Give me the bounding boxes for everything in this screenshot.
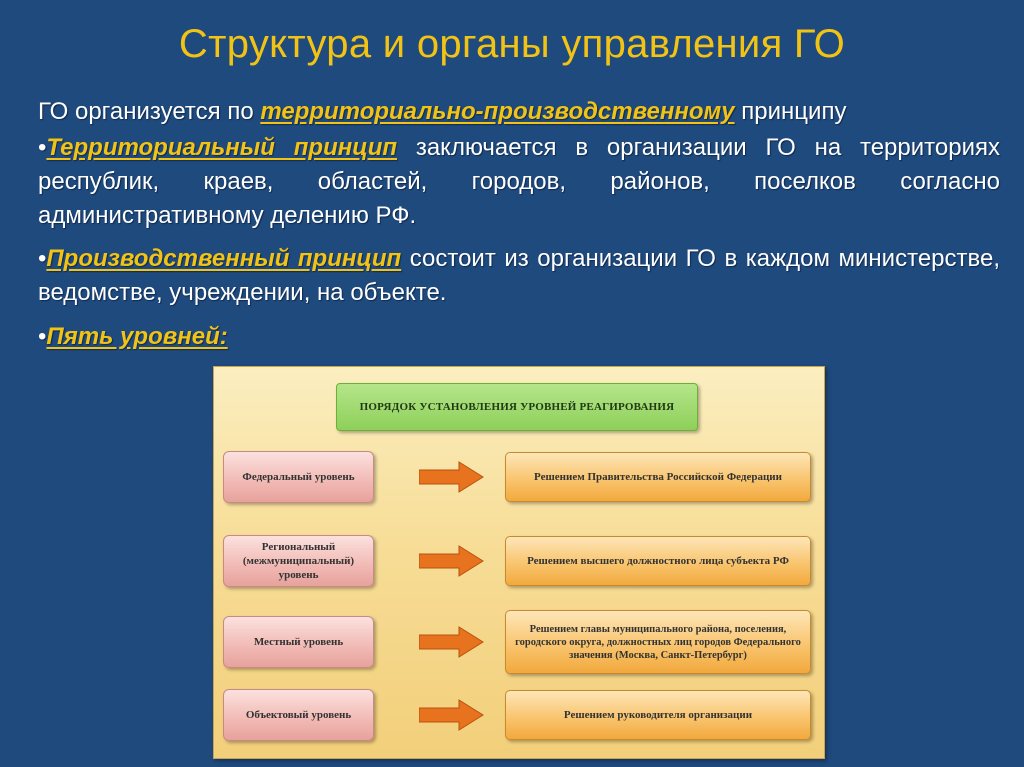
response-levels-diagram (213, 366, 825, 759)
bullet-term: Производственный принцип (46, 245, 402, 272)
arrow-right-icon (419, 625, 484, 659)
arrow-right-icon (419, 460, 484, 494)
diagram-header: ПОРЯДОК УСТАНОВЛЕНИЯ УРОВНЕЙ РЕАГИРОВАНИЯ (336, 383, 698, 431)
bullet-territorial (38, 131, 1000, 233)
bullet-marker: • (38, 245, 47, 272)
level-box-object: Объектовый уровень (223, 689, 374, 741)
intro-line (38, 95, 1000, 129)
decision-box-federal: Решением Правительства Российской Федерации (505, 452, 811, 502)
bullet-term: Пять уровней: (46, 323, 228, 350)
arrow-right-icon (419, 698, 484, 732)
arrow-right-icon (419, 544, 484, 578)
decision-box-regional: Решением высшего должностного лица субъекта РФ (505, 536, 811, 586)
bullet-marker: • (38, 323, 47, 350)
bullet-marker: • (38, 134, 47, 161)
bullet-text: состоит из организации ГО в каждом министерстве, ведомстве, учреждении, на объекте. (38, 245, 1000, 306)
decision-box-local: Решением главы муниципального района, поселения, городского округа, должностных лиц городов Федерального значения (Москва, Санкт-Петербург) (505, 610, 811, 674)
decision-box-object: Решением руководителя организации (505, 690, 811, 740)
intro-highlight: территориально-производственному (260, 98, 735, 125)
bullet-term: Территориальный принцип (46, 134, 398, 161)
bullet-text: заключается в организации ГО на территориях республик, краев, областей, городов, районов, поселков согласно административному делению РФ. (38, 134, 1000, 229)
level-box-federal: Федеральный уровень (223, 451, 374, 503)
intro-suffix: принципу (734, 98, 847, 125)
bullet-production (38, 242, 1000, 310)
slide-title: Структура и органы управления ГО (178, 22, 846, 66)
level-box-local: Местный уровень (223, 616, 374, 668)
intro-prefix: ГО организуется по (38, 98, 261, 125)
bullet-five-levels (38, 320, 1000, 354)
level-box-regional: Региональный (межмуниципальный) уровень (223, 535, 374, 587)
